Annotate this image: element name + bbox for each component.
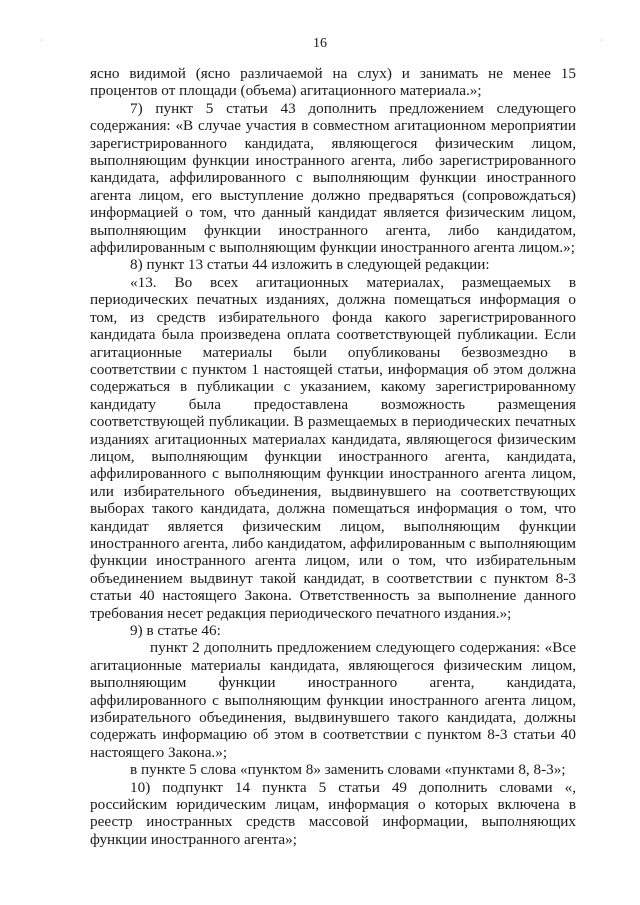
paragraph-item-10: 10) подпункт 14 пункта 5 статьи 49 дополнить словами «, российским юридическим лицам, информация о которых включена в реестр иностранных средств массовой информации, выполняющих функции иностранного агента»; bbox=[90, 778, 576, 848]
document-body bbox=[90, 65, 576, 848]
scan-artifact: ´ bbox=[40, 39, 44, 50]
paragraph-item-9: 9) в статье 46: bbox=[130, 622, 221, 639]
paragraph-article-46-5: в пункте 5 слова «пунктом 8» заменить словами «пунктами 8, 8-3»; bbox=[130, 761, 566, 779]
paragraph-item-7: 7) пункт 5 статьи 43 дополнить предложением следующего содержания: «В случае участия в совместном агитационном мероприятии зарегистрированного кандидата, являющегося физическим лицом, выполняющим функции иностранного агента, либо зарегистрированного кандидата, аффилированного с выполняющим функции иностранного агента лицом, его выступление должно предваряться (сопровождаться) информацией о том, что данный кандидат является физическим лицом, выполняющим функции иностранного агента, либо кандидатом, аффилированным с выполняющим функции иностранного агента лицом.»; bbox=[90, 99, 576, 257]
scan-artifact: ´ bbox=[600, 39, 604, 50]
page-number: 16 bbox=[313, 36, 327, 51]
paragraph-article-44-13: «13. Во всех агитационных материалах, размещаемых в периодических печатных изданиях, должна помещаться информация о том, из средств избирательного фонда какого зарегистрированного кандидата была произведена оплата соответствующей публикации. Если агитационные материалы были опубликованы безвозмездно в соответствии с пунктом 1 настоящей статьи, информация об этом должна содержаться в публикации с указанием, какому зарегистрированному кандидату была предоставлена возможность размещения соответствующей публикации. В размещаемых в периодических печатных изданиях агитационных материалах кандидата, являющегося физическим лицом, выполняющим функции иностранного агента, кандидата, аффилированного с выполняющим функции иностранного агента лицом, или избирательного объединения, выдвинувшего на соответствующих выборах такого кандидата, должна помещаться информация о том, что кандидат является физическим лицом, выполняющим функции иностранного агента, либо кандидатом, аффилированным с выполняющим функции иностранного агента лицом, или о том, что избирательным объединением выдвинут такой кандидат, в соответствии с пунктом 8-3 статьи 40 настоящего Закона. Ответственность за выполнение данного требования несет редакция периодического печатного издания.»; bbox=[90, 273, 576, 622]
paragraph-continuation: ясно видимой (ясно различаемой на слух) и занимать не менее 15 процентов от площади (объема) агитационного материала.»; bbox=[90, 65, 576, 100]
paragraph-article-46-2: пункт 2 дополнить предложением следующего содержания: «Все агитационные материалы кандидата, являющегося физическим лицом, выполняющим функции иностранного агента, кандидата, аффилированного с выполняющим функции иностранного агента лицом, избирательного объединения, выдвинувшего такого кандидата, должны содержать информацию об этом в соответствии с пунктом 8-3 статьи 40 настоящего Закона.»; bbox=[90, 639, 576, 761]
paragraph-item-8: 8) пункт 13 статьи 44 изложить в следующей редакции: bbox=[130, 256, 490, 274]
